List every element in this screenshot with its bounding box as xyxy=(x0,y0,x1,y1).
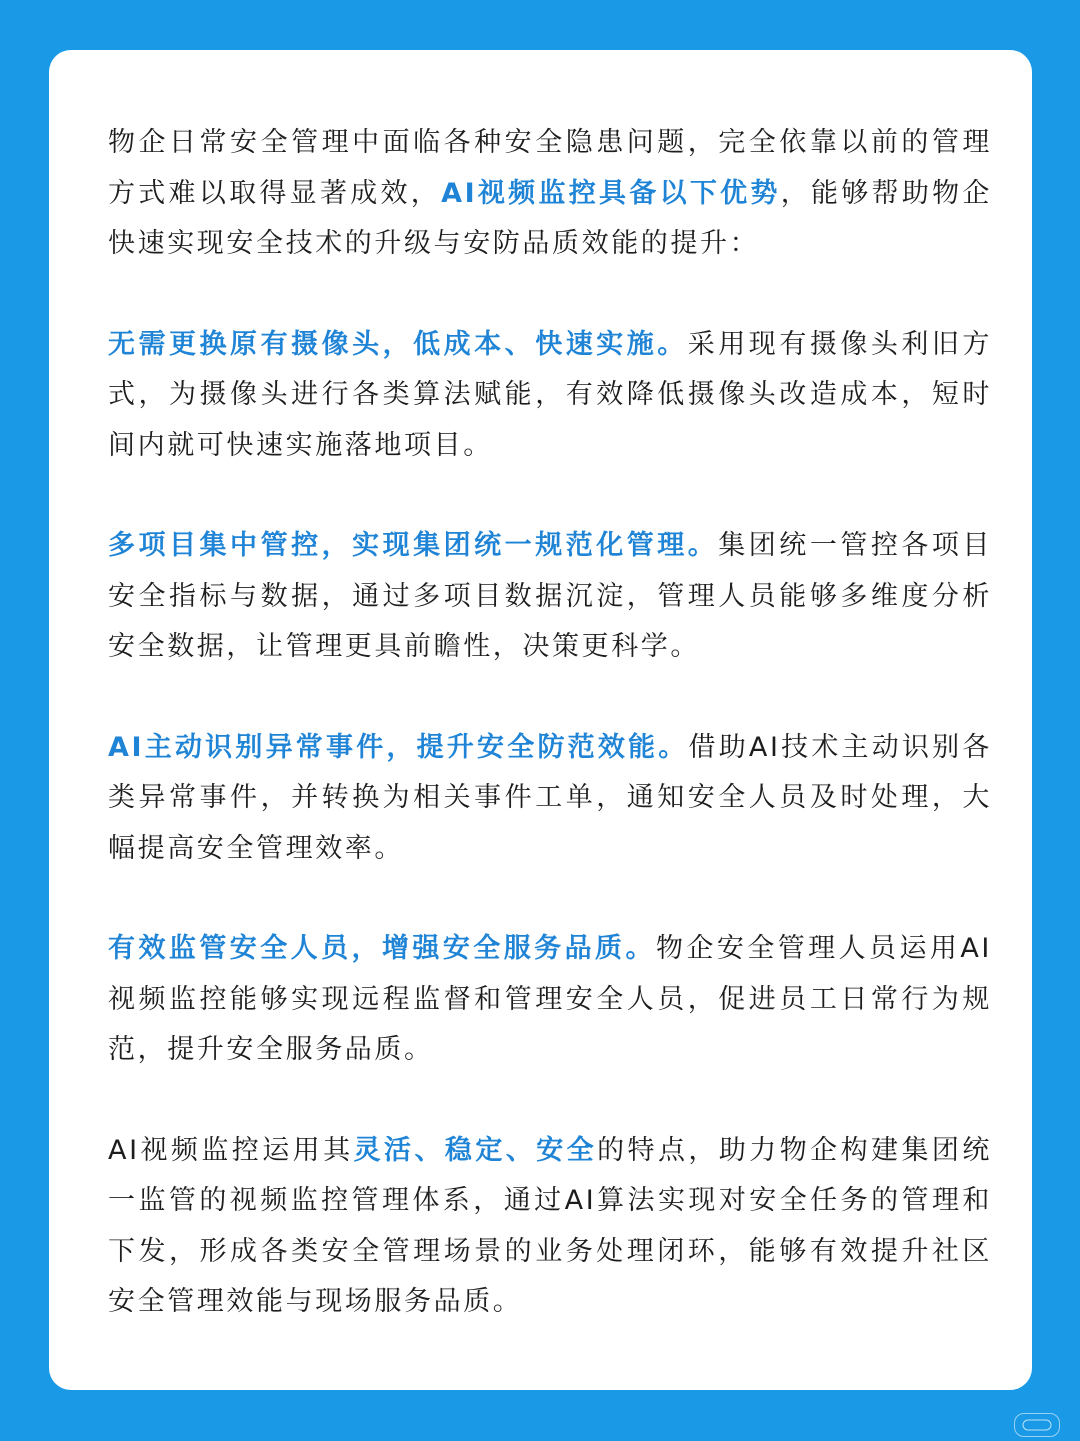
paragraph-text: 借助AI技术主动识别各类异常事件，并转换为相关事件工单，通知安全人员及时处理，大幅提高安全管理效率。 xyxy=(108,731,992,864)
paragraph-text: AI视频监控运用其 xyxy=(108,1134,354,1166)
highlight-text: 无需更换原有摄像头，低成本、快速实施。 xyxy=(108,328,688,360)
highlight-text: 多项目集中管控，实现集团统一规范化管理。 xyxy=(108,530,719,561)
highlight-text: AI主动识别异常事件，提升安全防范效能。 xyxy=(108,731,689,763)
watermark-logo-icon xyxy=(1014,1413,1060,1437)
highlight-text: 灵活、稳定、安全 xyxy=(353,1134,598,1166)
paragraph-text: ，能够帮助物企快速实现安全技术的升级与安防品质效能的提升： xyxy=(108,177,992,259)
paragraph-text: 采用现有摄像头利旧方式，为摄像头进行各类算法赋能，有效降低摄像头改造成本，短时间内就可快速实施落地项目。 xyxy=(108,328,993,461)
paragraph-text: 集团统一管控各项目安全指标与数据，通过多项目数据沉淀，管理人员能够多维度分析安全数据，让管理更具前瞻性，决策更科学。 xyxy=(108,530,992,662)
highlight-text: 有效监管安全人员，增强安全服务品质。 xyxy=(108,933,656,964)
content-card xyxy=(49,50,1032,1390)
summary-paragraph xyxy=(108,1126,992,1328)
intro-paragraph xyxy=(108,118,992,270)
highlight-text: AI视频监控具备以下优势 xyxy=(441,177,781,209)
paragraph-text: 物企安全管理人员运用AI视频监控能够实现远程监督和管理安全人员，促进员工日常行为规范，提升安全服务品质。 xyxy=(108,933,992,1065)
advantage-paragraph-ai-detection xyxy=(108,723,992,875)
paragraph-text: 物企日常安全管理中面临各种安全隐患问题，完全依靠以前的管理方式难以取得显著成效， xyxy=(108,127,992,209)
advantage-paragraph-supervision xyxy=(108,924,992,1076)
paragraph-text: 的特点，助力物企构建集团统一监管的视频监控管理体系，通过AI算法实现对安全任务的管理和下发，形成各类安全管理场景的业务处理闭环，能够有效提升社区安全管理效能与现场服务品质。 xyxy=(108,1134,992,1317)
advantage-paragraph-centralized xyxy=(108,521,992,673)
advantage-paragraph-cameras xyxy=(108,320,992,472)
